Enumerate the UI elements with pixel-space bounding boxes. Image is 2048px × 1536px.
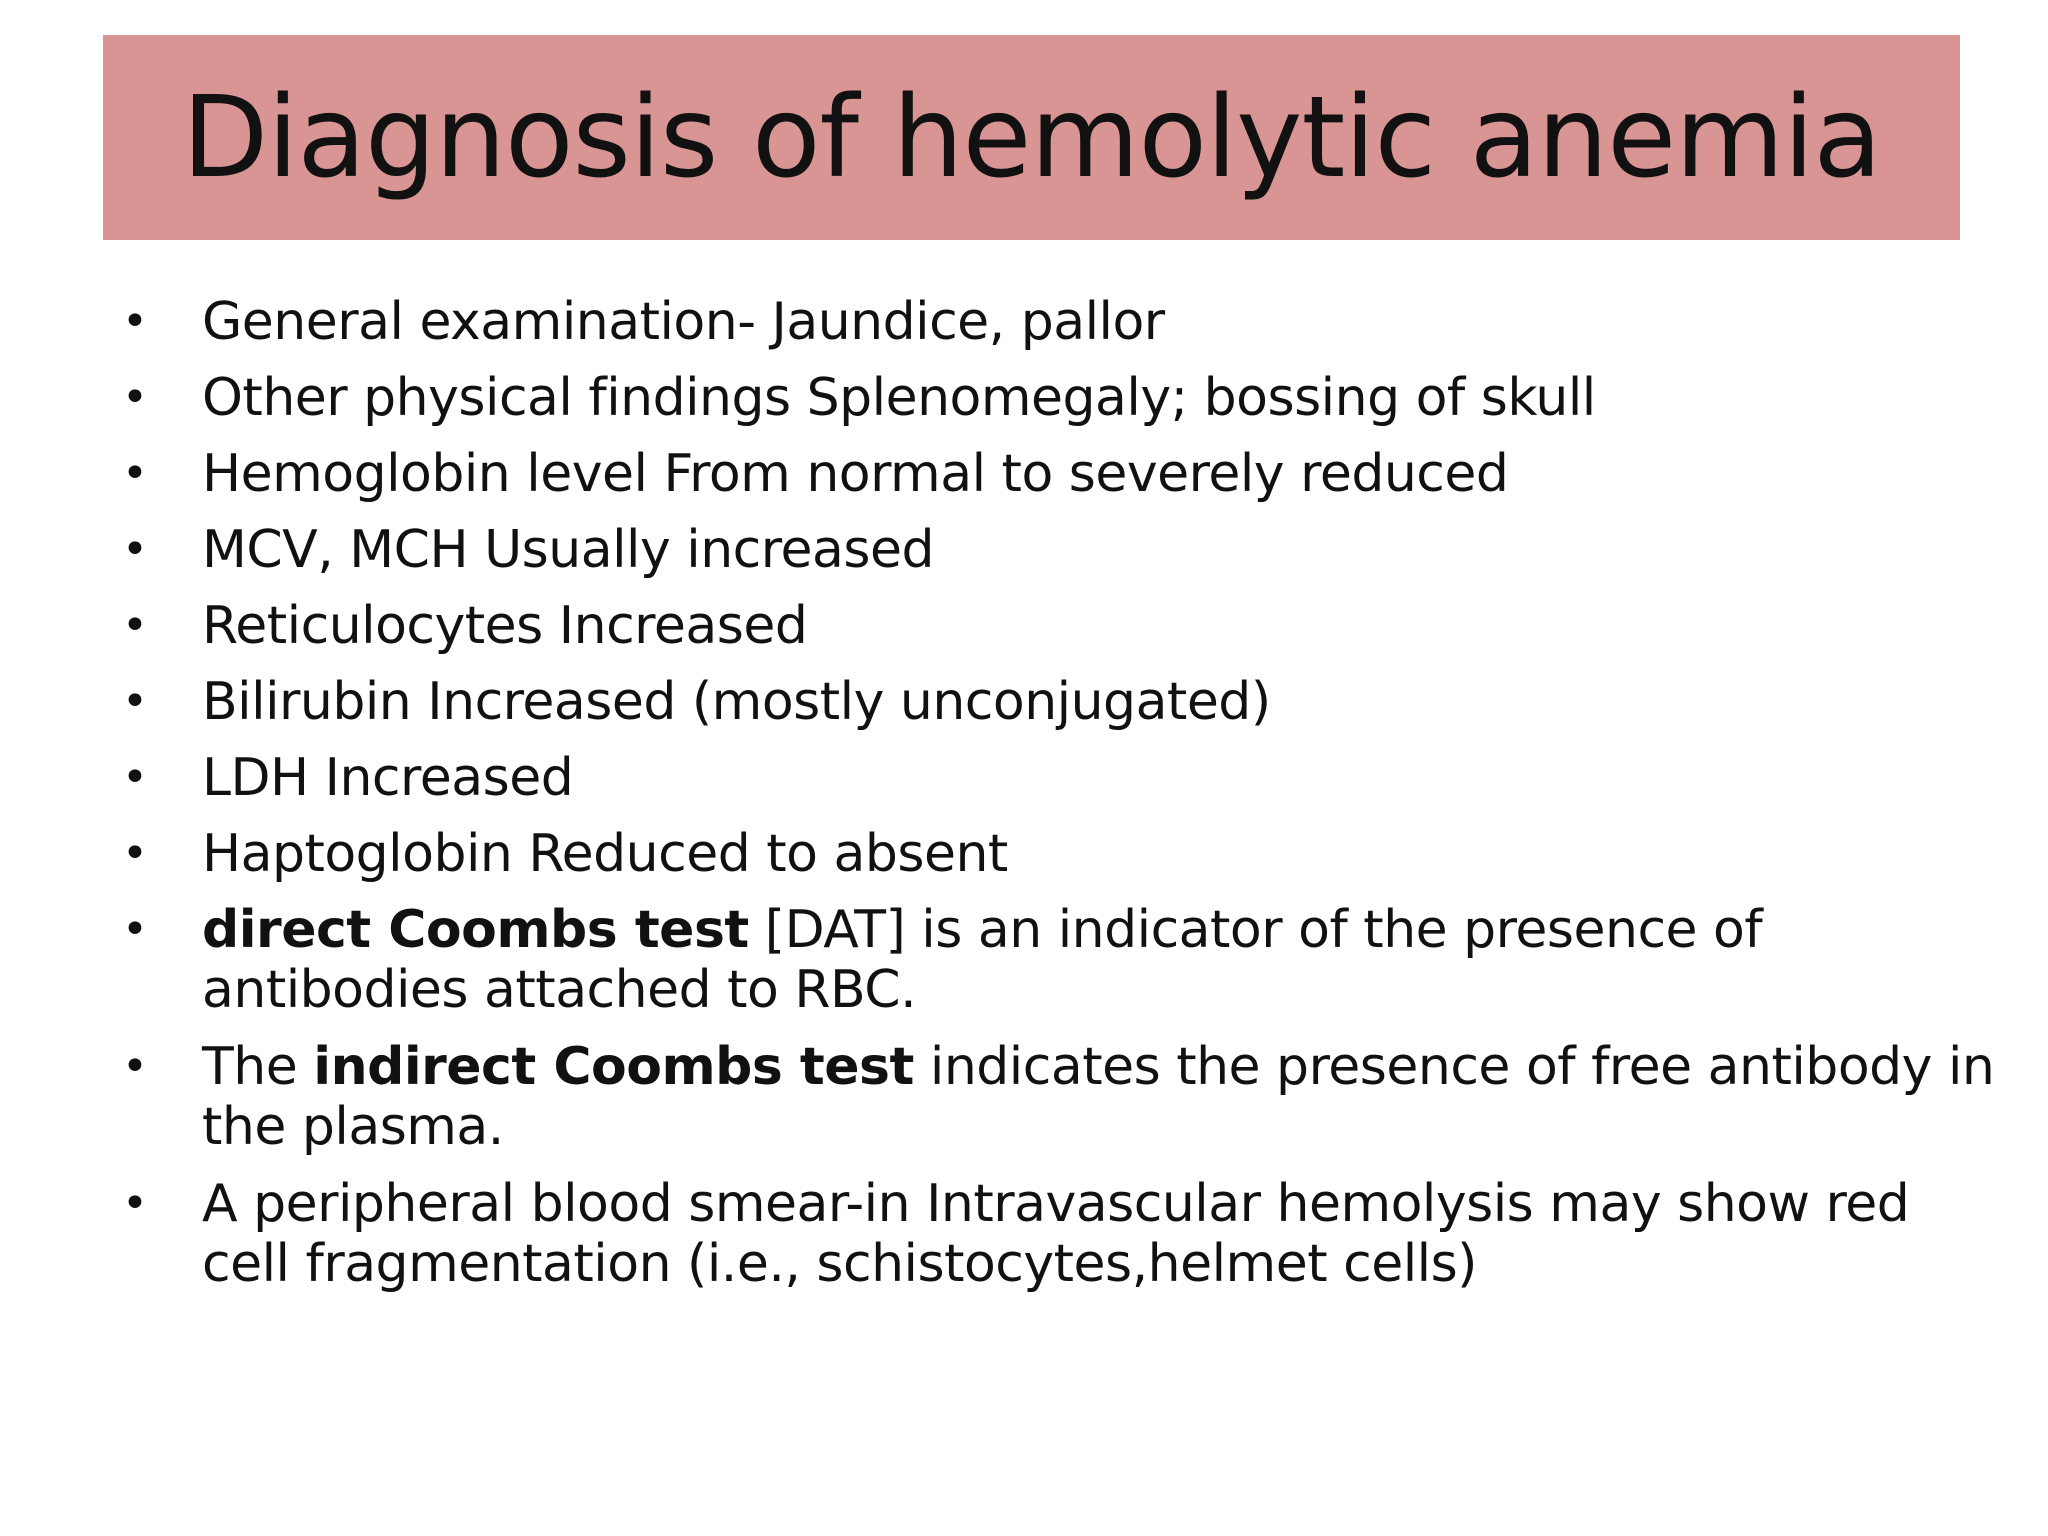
bullet-text-continued: antibodies attached to RBC. [202,960,917,1020]
bullet-text: Reticulocytes Increased [202,596,808,656]
slide-title: Diagnosis of hemolytic anemia [181,72,1882,203]
bullet-text: Haptoglobin Reduced to absent [202,824,1008,884]
bullet-text: Hemoglobin level From normal to severely reduced [202,444,1509,504]
bullet-item [120,672,1980,732]
bullet-item [120,368,1980,428]
bullet-item [120,292,1980,352]
bullet-text-continued: cell fragmentation (i.e., schistocytes,helmet cells) [202,1234,1477,1294]
bullet-dot: • [122,524,148,575]
bullet-item-blood-smear [120,1174,1980,1294]
bullet-text: Bilirubin Increased (mostly unconjugated) [202,672,1271,732]
bullet-text: MCV, MCH Usually increased [202,520,934,580]
bullet-text-continued: the plasma. [202,1097,504,1157]
bullet-dot: • [122,448,148,499]
bullet-item-direct-coombs [120,900,1980,1020]
bullet-item [120,520,1980,580]
bullet-item-indirect-coombs [120,1037,1995,1157]
bullet-item [120,444,1980,504]
bullet-dot: • [122,676,148,727]
title-banner [103,35,1960,240]
bullet-item [120,824,1980,884]
bullet-text: LDH Increased [202,748,574,808]
bullet-dot: • [122,1041,148,1092]
bullet-dot: • [122,752,148,803]
bullet-dot: • [122,296,148,347]
bullet-item [120,748,1980,808]
bullet-list [120,292,1995,1311]
bullet-text: Other physical findings Splenomegaly; bossing of skull [202,368,1596,428]
bullet-item [120,596,1980,656]
bullet-dot: • [122,372,148,423]
bullet-bold-term: indirect Coombs test [313,1037,914,1097]
bullet-text-prefix: The [202,1037,314,1097]
bullet-text: [DAT] is an indicator of the presence of [748,900,1763,960]
bullet-text: indicates the presence of free antibody in [913,1037,1995,1097]
bullet-dot: • [122,600,148,651]
bullet-bold-term: direct Coombs test [202,900,749,960]
bullet-dot: • [122,828,148,879]
bullet-dot: • [122,1178,148,1229]
bullet-text: A peripheral blood smear-in Intravascular hemolysis may show red [202,1174,1910,1234]
bullet-dot: • [122,904,148,955]
bullet-text: General examination- Jaundice, pallor [202,292,1165,352]
